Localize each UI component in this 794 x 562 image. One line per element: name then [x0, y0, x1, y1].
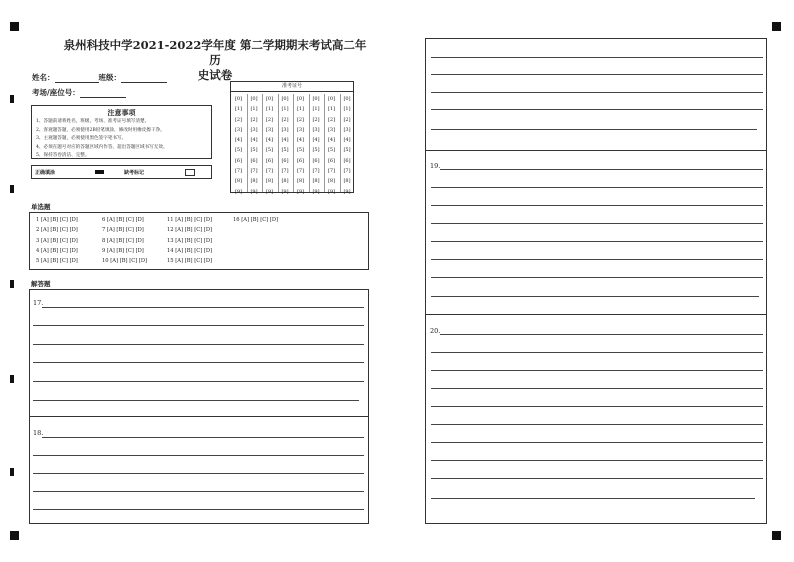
exam-id-bubble[interactable]: [7] [312, 168, 320, 175]
exam-id-bubble[interactable]: [3] [343, 126, 351, 133]
exam-id-bubble[interactable]: [1] [327, 106, 336, 113]
exam-id-bubble[interactable]: [1] [265, 106, 274, 113]
seat-label: 考场/座位号： [32, 88, 80, 97]
exam-id-bubble[interactable]: [3] [327, 126, 336, 133]
answer-line[interactable] [431, 370, 763, 371]
choice-item[interactable]: 7 [A] [B] [C] [D] [102, 227, 144, 234]
exam-id-title: 准考证号 [231, 82, 353, 92]
exam-id-bubble[interactable]: [9] [312, 188, 320, 195]
answer-box-17 [29, 289, 369, 417]
exam-id-bubble[interactable]: [9] [281, 188, 289, 195]
answer-line[interactable] [42, 437, 364, 438]
exam-id-bubble[interactable]: [0] [327, 96, 336, 102]
exam-id-column [311, 94, 322, 197]
exam-id-bubble[interactable]: [5] [296, 147, 305, 154]
timing-mark [10, 375, 14, 383]
exam-id-bubble[interactable]: [6] [296, 157, 305, 164]
notes-item: 3、主观题答题，必须使用黑色签字笔书写。 [36, 136, 127, 141]
answer-line[interactable] [431, 406, 763, 407]
timing-mark [10, 468, 14, 476]
answer-heading: 解答题 [31, 280, 51, 288]
column-divider [309, 94, 310, 192]
exam-id-bubble[interactable]: [9] [265, 188, 274, 195]
choice-item[interactable]: 10 [A] [B] [C] [D] [102, 258, 148, 265]
exam-id-bubble[interactable]: [1] [343, 106, 351, 113]
timing-mark [10, 280, 14, 288]
exam-id-bubble[interactable]: [4] [296, 137, 305, 144]
exam-id-bubble[interactable]: [8] [265, 178, 274, 185]
exam-id-bubble[interactable]: [3] [234, 126, 243, 133]
exam-id-bubble[interactable]: [9] [296, 188, 305, 195]
question-number-17: 17. [33, 299, 44, 307]
choice-item[interactable]: 5 [A] [B] [C] [D] [36, 258, 78, 265]
answer-line[interactable] [33, 325, 364, 326]
fill-legend [31, 165, 212, 179]
answer-line[interactable] [431, 388, 763, 389]
exam-id-bubble[interactable]: [0] [250, 96, 258, 102]
registration-mark [10, 22, 19, 31]
column-divider [340, 94, 341, 192]
choice-item[interactable]: 1 [A] [B] [C] [D] [36, 217, 78, 223]
exam-id-column [326, 94, 337, 197]
exam-id-bubble[interactable]: [2] [312, 116, 320, 123]
registration-mark [772, 22, 781, 31]
answer-line[interactable] [33, 344, 364, 345]
class-label: 班级： [98, 73, 121, 82]
notes-item: 4、必须在题号对应的答题区域内作答，超出答题区域书写无效。 [36, 144, 168, 150]
exam-id-bubble[interactable]: [4] [250, 137, 258, 144]
notes-box [31, 105, 212, 159]
exam-id-bubble[interactable]: [9] [343, 188, 351, 195]
exam-id-column [280, 94, 291, 197]
single-choice-box [29, 212, 369, 270]
timing-mark [10, 95, 14, 103]
timing-mark [10, 185, 14, 193]
exam-id-column [342, 94, 353, 197]
exam-id-column [249, 94, 260, 197]
exam-id-bubble[interactable]: [6] [312, 157, 320, 164]
answer-box-20 [425, 314, 767, 524]
answer-box-19 [425, 150, 767, 315]
exam-id-bubble[interactable]: [4] [265, 137, 274, 144]
exam-id-bubble[interactable]: [2] [281, 116, 289, 123]
notes-title: 注意事项 [107, 108, 136, 117]
exam-id-bubble[interactable]: [9] [234, 188, 243, 195]
answer-line[interactable] [431, 352, 763, 353]
exam-id-bubble[interactable]: [4] [343, 137, 351, 144]
answer-line[interactable] [440, 334, 763, 335]
exam-id-bubble[interactable]: [7] [296, 168, 305, 175]
column-divider [278, 94, 279, 192]
absent-mark-label: 缺考标记 [124, 170, 145, 176]
exam-id-bubble[interactable]: [0] [234, 96, 243, 102]
exam-id-bubble[interactable]: [1] [250, 106, 258, 113]
answer-line[interactable] [431, 223, 763, 224]
exam-id-bubble[interactable]: [6] [281, 157, 289, 164]
answer-line[interactable] [33, 473, 364, 474]
answer-line[interactable] [42, 307, 364, 308]
answer-line[interactable] [431, 205, 763, 206]
name-label: 姓名： [32, 73, 55, 82]
exam-id-bubble[interactable]: [8] [343, 178, 351, 185]
exam-id-bubble[interactable]: [5] [265, 147, 274, 154]
exam-id-bubble[interactable]: [6] [327, 157, 336, 164]
answer-line[interactable] [431, 92, 763, 93]
notes-item: 2、客观题答题，必须使用2B铅笔填涂，修改时用橡皮擦干净。 [36, 127, 165, 133]
seat-field[interactable] [32, 87, 126, 98]
exam-id-bubble[interactable]: [2] [234, 116, 243, 123]
exam-id-bubble[interactable]: [3] [265, 126, 274, 133]
exam-id-bubble[interactable]: [0] [343, 96, 351, 102]
choice-item[interactable]: 12 [A] [B] [C] [D] [167, 227, 213, 234]
choice-item[interactable]: 2 [A] [B] [C] [D] [36, 227, 78, 234]
answer-line[interactable] [431, 241, 763, 242]
class-blank[interactable] [121, 74, 167, 83]
answer-line[interactable] [431, 442, 763, 443]
exam-id-bubble[interactable]: [5] [327, 147, 336, 154]
answer-line[interactable] [431, 187, 763, 188]
answer-line[interactable] [431, 460, 763, 461]
correct-fill-label: 正确填涂 [35, 170, 56, 176]
exam-id-bubble[interactable]: [3] [250, 126, 258, 133]
choice-item[interactable]: 9 [A] [B] [C] [D] [102, 247, 144, 254]
column-divider [293, 94, 294, 192]
answer-line[interactable] [33, 509, 364, 510]
answer-line[interactable] [33, 362, 364, 363]
answer-line[interactable] [431, 129, 757, 130]
exam-id-bubble[interactable]: [5] [234, 147, 243, 154]
answer-line[interactable] [431, 259, 763, 260]
column-divider [324, 94, 325, 192]
exam-id-bubble[interactable]: [4] [312, 137, 320, 144]
notes-item: 5、保持答卷清洁、完整。 [36, 153, 90, 158]
exam-id-bubble[interactable]: [7] [281, 168, 289, 175]
exam-id-bubble[interactable]: [3] [281, 126, 289, 133]
exam-id-column [264, 94, 275, 197]
answer-line[interactable] [431, 478, 763, 479]
choice-item[interactable]: 13 [A] [B] [C] [D] [167, 237, 213, 244]
answer-line[interactable] [431, 424, 763, 425]
exam-id-grid [230, 81, 354, 193]
exam-id-column [233, 94, 244, 197]
answer-line[interactable] [33, 400, 359, 401]
exam-id-bubble[interactable]: [8] [281, 178, 289, 185]
exam-id-bubble[interactable]: [9] [250, 188, 258, 195]
exam-id-bubble[interactable]: [0] [265, 96, 274, 102]
single-choice-heading: 单选题 [31, 203, 51, 211]
exam-id-bubble[interactable]: [1] [312, 106, 320, 113]
exam-id-bubble[interactable]: [6] [265, 157, 274, 164]
answer-line[interactable] [440, 169, 763, 170]
exam-id-bubble[interactable]: [4] [281, 137, 289, 144]
exam-id-bubble[interactable]: [3] [296, 126, 305, 133]
answer-line[interactable] [431, 74, 763, 75]
answer-line[interactable] [33, 491, 364, 492]
exam-id-bubble[interactable]: [8] [312, 178, 320, 185]
question-number-18: 18. [33, 429, 44, 437]
exam-id-bubble[interactable]: [2] [250, 116, 258, 123]
choice-item[interactable]: 3 [A] [B] [C] [D] [36, 237, 78, 244]
exam-id-bubble[interactable]: [4] [327, 137, 336, 144]
exam-id-bubble[interactable]: [6] [250, 157, 258, 164]
exam-id-bubble[interactable]: [7] [234, 168, 243, 175]
exam-id-bubble[interactable]: [1] [234, 106, 243, 113]
absent-mark-box[interactable] [185, 169, 195, 176]
exam-id-bubble[interactable]: [6] [234, 157, 243, 164]
answer-line[interactable] [431, 277, 763, 278]
exam-id-bubble[interactable]: [7] [265, 168, 274, 175]
title-line-2: 史试卷 [197, 68, 233, 82]
answer-box-continued [425, 38, 767, 151]
answer-line[interactable] [431, 498, 755, 499]
exam-id-bubble[interactable]: [7] [250, 168, 258, 175]
exam-id-bubble[interactable]: [2] [296, 116, 305, 123]
exam-id-bubble[interactable]: [8] [250, 178, 258, 185]
choice-item[interactable]: 8 [A] [B] [C] [D] [102, 237, 144, 244]
exam-id-column [295, 94, 306, 197]
name-blank[interactable] [55, 74, 99, 83]
choice-item[interactable]: 6 [A] [B] [C] [D] [102, 217, 144, 223]
name-field[interactable] [32, 72, 167, 83]
choice-item[interactable]: 4 [A] [B] [C] [D] [36, 247, 78, 254]
exam-id-bubble[interactable]: [2] [265, 116, 274, 123]
column-divider [247, 94, 248, 192]
correct-fill-swatch [95, 170, 104, 174]
exam-id-bubble[interactable]: [8] [327, 178, 336, 185]
exam-id-bubble[interactable]: [0] [296, 96, 305, 102]
exam-id-bubble[interactable]: [8] [296, 178, 305, 185]
exam-id-bubble[interactable]: [4] [234, 137, 243, 144]
exam-id-bubble[interactable]: [3] [312, 126, 320, 133]
exam-id-bubble[interactable]: [6] [343, 157, 351, 164]
exam-id-bubble[interactable]: [2] [343, 116, 351, 123]
exam-id-bubble[interactable]: [0] [312, 96, 320, 102]
answer-box-18 [29, 416, 369, 524]
exam-id-bubble[interactable]: [1] [296, 106, 305, 113]
answer-line[interactable] [431, 296, 759, 297]
exam-id-bubble[interactable]: [8] [234, 178, 243, 185]
question-number-19: 19. [430, 162, 441, 170]
exam-id-bubble[interactable]: [1] [281, 106, 289, 113]
answer-line[interactable] [431, 57, 763, 58]
answer-line[interactable] [33, 381, 364, 382]
exam-id-bubble[interactable]: [5] [281, 147, 289, 154]
exam-id-bubble[interactable]: [9] [327, 188, 336, 195]
exam-id-bubble[interactable]: [7] [327, 168, 336, 175]
choice-item[interactable]: 15 [A] [B] [C] [D] [167, 258, 213, 265]
exam-id-bubble[interactable]: [5] [343, 147, 351, 154]
choice-item[interactable]: 14 [A] [B] [C] [D] [167, 247, 213, 254]
exam-id-bubble[interactable]: [5] [312, 147, 320, 154]
exam-id-bubble[interactable]: [0] [281, 96, 289, 102]
column-divider [262, 94, 263, 192]
choice-item[interactable]: 16 [A] [B] [C] [D] [233, 217, 279, 223]
answer-line[interactable] [33, 455, 364, 456]
registration-mark [772, 531, 781, 540]
registration-mark [10, 531, 19, 540]
title-line-1: 泉州科技中学2021-2022学年度 第二学期期末考试高二年 历 [63, 38, 367, 67]
choice-item[interactable]: 11 [A] [B] [C] [D] [167, 217, 213, 223]
notes-item: 1、答题前请将姓名、班级、考场、准考证号填写清楚。 [36, 119, 150, 124]
exam-id-bubble[interactable]: [5] [250, 147, 258, 154]
seat-blank[interactable] [80, 89, 126, 98]
question-number-20: 20. [430, 327, 441, 335]
exam-id-bubble[interactable]: [2] [327, 116, 336, 123]
answer-line[interactable] [431, 109, 763, 110]
exam-id-bubble[interactable]: [7] [343, 168, 351, 175]
